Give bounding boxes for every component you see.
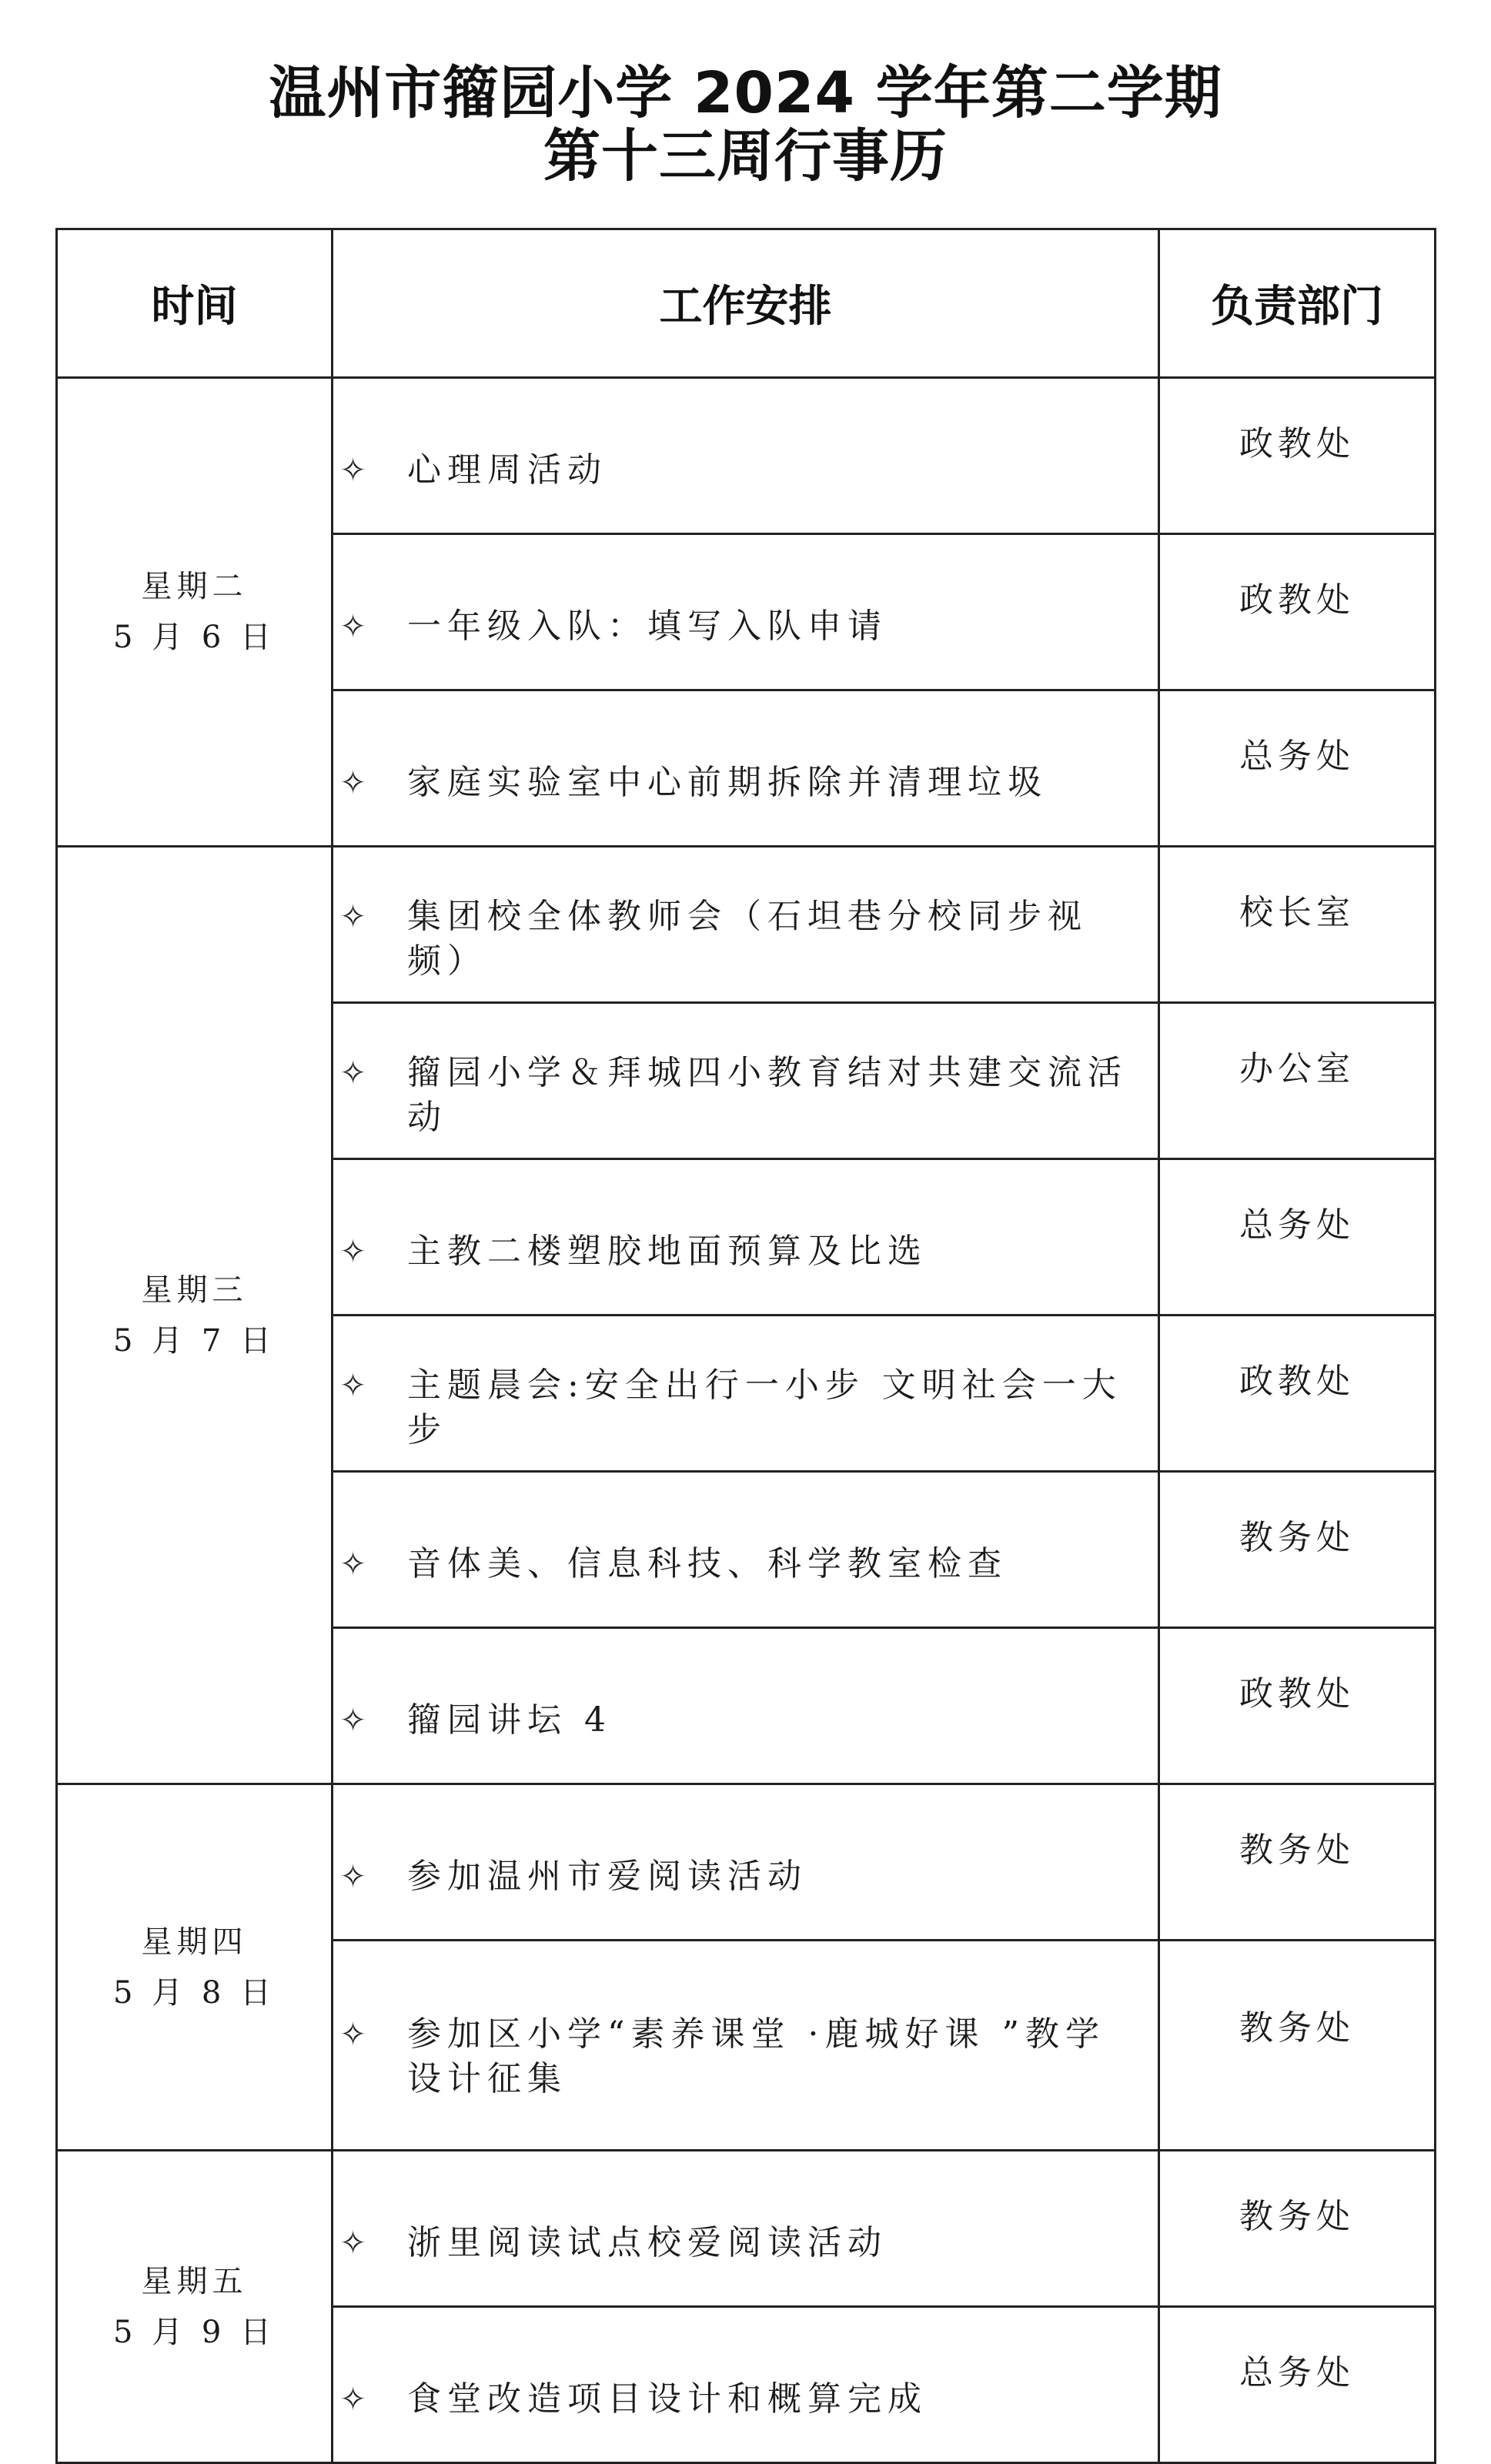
task-text: 食堂改造项目设计和概算完成 — [407, 2379, 928, 2419]
four-pointed-star-icon: ✧ — [339, 898, 367, 935]
four-pointed-star-icon: ✧ — [339, 1366, 367, 1404]
task-text: 籀园小学＆拜城四小教育结对共建交流活动 — [407, 1053, 1128, 1137]
weekday-label: 星期三 — [141, 1272, 248, 1308]
day-cell — [57, 847, 333, 1784]
table-row — [57, 1784, 1436, 1941]
task-cell — [333, 378, 1159, 534]
task-text: 主题晨会:安全出行一小步 文明社会一大步 — [407, 1366, 1122, 1449]
four-pointed-star-icon: ✧ — [339, 2015, 367, 2053]
dept-cell: 政教处 — [1159, 1316, 1436, 1472]
dept-cell: 校长室 — [1159, 847, 1436, 1003]
four-pointed-star-icon: ✧ — [339, 451, 367, 489]
four-pointed-star-icon: ✧ — [339, 2224, 367, 2262]
task-text: 音体美、信息科技、科学教室检查 — [407, 1544, 1008, 1583]
table-row — [57, 2151, 1436, 2307]
date-label: 5 月 8 日 — [112, 1974, 276, 2011]
task-text: 浙里阅读试点校爱阅读活动 — [407, 2223, 888, 2262]
task-cell — [333, 690, 1159, 847]
task-text: 籀园讲坛 4 — [407, 1700, 612, 1740]
four-pointed-star-icon: ✧ — [339, 1857, 367, 1895]
four-pointed-star-icon: ✧ — [339, 1054, 367, 1092]
task-cell — [333, 1159, 1159, 1316]
task-cell — [333, 1941, 1159, 2151]
date-label: 5 月 7 日 — [112, 1322, 276, 1359]
task-cell — [333, 1472, 1159, 1628]
weekday-label: 星期四 — [141, 1924, 248, 1960]
four-pointed-star-icon: ✧ — [339, 1701, 367, 1739]
weekday-label: 星期二 — [141, 569, 248, 604]
task-cell — [333, 1316, 1159, 1472]
day-cell — [57, 1784, 333, 2151]
task-cell — [333, 1003, 1159, 1159]
table-row — [57, 378, 1436, 534]
task-text: 心理周活动 — [407, 450, 607, 490]
task-cell — [333, 1784, 1159, 1941]
date-label: 5 月 6 日 — [112, 620, 276, 655]
header-row — [57, 229, 1436, 378]
task-cell — [333, 1628, 1159, 1784]
task-text: 集团校全体教师会（石坦巷分校同步视频） — [407, 897, 1088, 981]
day-cell — [57, 2151, 333, 2463]
page-title-line-2: 第十三周行事历 — [543, 123, 948, 189]
dept-cell: 政教处 — [1159, 1628, 1436, 1784]
task-text: 参加温州市爱阅读活动 — [407, 1857, 807, 1896]
task-cell — [333, 847, 1159, 1003]
dept-cell: 总务处 — [1159, 1159, 1436, 1316]
date-label: 5 月 9 日 — [112, 2314, 276, 2350]
four-pointed-star-icon: ✧ — [339, 1545, 367, 1583]
dept-cell: 教务处 — [1159, 1472, 1436, 1628]
schedule-table — [55, 228, 1436, 2464]
dept-cell: 教务处 — [1159, 2151, 1436, 2307]
four-pointed-star-icon: ✧ — [339, 1232, 367, 1270]
four-pointed-star-icon: ✧ — [339, 607, 367, 645]
task-text: 一年级入队：填写入队申请 — [407, 607, 888, 646]
dept-cell: 政教处 — [1159, 378, 1436, 534]
dept-cell: 总务处 — [1159, 690, 1436, 847]
task-text: 家庭实验室中心前期拆除并清理垃圾 — [407, 763, 1048, 802]
task-cell — [333, 2307, 1159, 2463]
day-cell — [57, 378, 333, 847]
weekday-label: 星期五 — [141, 2263, 248, 2299]
four-pointed-star-icon: ✧ — [339, 764, 367, 801]
task-text: 参加区小学“素养课堂 ·鹿城好课 ”教学设计征集 — [407, 2014, 1105, 2098]
header-time: 时间 — [57, 229, 333, 378]
dept-cell: 教务处 — [1159, 1784, 1436, 1941]
task-cell — [333, 2151, 1159, 2307]
dept-cell: 教务处 — [1159, 1941, 1436, 2151]
dept-cell: 政教处 — [1159, 534, 1436, 690]
schedule-body — [57, 378, 1436, 2463]
page-title-line-1: 温州市籀园小学 2024 学年第二学期 — [269, 60, 1222, 126]
task-cell — [333, 534, 1159, 690]
header-dept: 负责部门 — [1159, 229, 1436, 378]
header-work: 工作安排 — [333, 229, 1159, 378]
four-pointed-star-icon: ✧ — [339, 2380, 367, 2418]
table-row — [57, 847, 1436, 1003]
task-text: 主教二楼塑胶地面预算及比选 — [407, 1232, 928, 1271]
dept-cell: 总务处 — [1159, 2307, 1436, 2463]
dept-cell: 办公室 — [1159, 1003, 1436, 1159]
